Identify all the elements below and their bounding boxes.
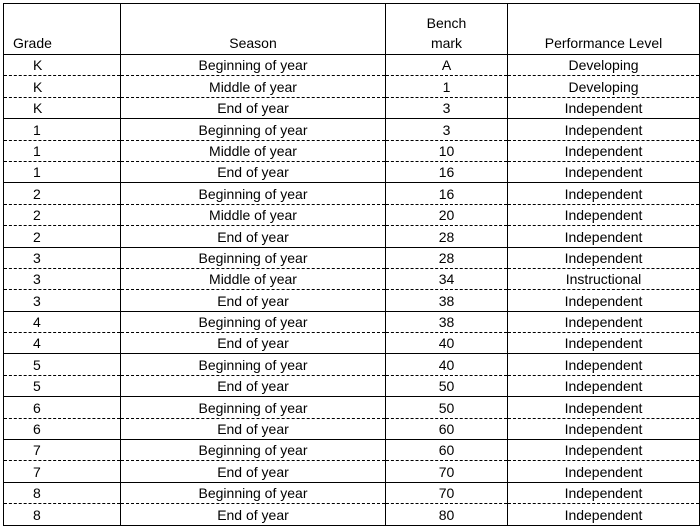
season-cell: Middle of year — [121, 76, 386, 97]
table-row — [4, 268, 700, 289]
season-cell: End of year — [121, 226, 386, 247]
performance-cell: Independent — [508, 97, 700, 118]
table-row — [4, 418, 700, 439]
table-row — [4, 504, 700, 525]
table-row — [4, 482, 700, 503]
season-cell: Beginning of year — [121, 482, 386, 503]
table-body — [4, 55, 700, 526]
benchmark-cell: 40 — [386, 333, 508, 354]
performance-cell: Independent — [508, 440, 700, 461]
benchmark-cell: 70 — [386, 482, 508, 503]
table-row — [4, 333, 700, 354]
season-cell: End of year — [121, 290, 386, 311]
grade-cell: K — [4, 55, 121, 76]
grade-cell: 2 — [4, 183, 121, 204]
season-cell: Middle of year — [121, 268, 386, 289]
grade-cell: 4 — [4, 311, 121, 332]
benchmark-cell: 34 — [386, 268, 508, 289]
table-row — [4, 440, 700, 461]
grade-cell: 6 — [4, 397, 121, 418]
table-row — [4, 55, 700, 76]
grade-cell: 3 — [4, 268, 121, 289]
grade-cell: 3 — [4, 290, 121, 311]
performance-cell: Independent — [508, 461, 700, 482]
header-row — [4, 4, 700, 55]
table-row — [4, 247, 700, 268]
performance-cell: Instructional — [508, 268, 700, 289]
performance-cell: Developing — [508, 76, 700, 97]
grade-cell: 7 — [4, 440, 121, 461]
performance-cell: Independent — [508, 247, 700, 268]
benchmark-cell: 50 — [386, 375, 508, 396]
benchmark-cell: A — [386, 55, 508, 76]
benchmark-cell: 40 — [386, 354, 508, 375]
table-row — [4, 290, 700, 311]
season-cell: Beginning of year — [121, 354, 386, 375]
grade-cell: 2 — [4, 226, 121, 247]
grade-cell: 2 — [4, 204, 121, 225]
table-row — [4, 311, 700, 332]
benchmark-cell: 38 — [386, 290, 508, 311]
season-cell: End of year — [121, 418, 386, 439]
performance-cell: Independent — [508, 397, 700, 418]
benchmark-cell: 10 — [386, 140, 508, 161]
performance-cell: Independent — [508, 204, 700, 225]
grade-cell: 1 — [4, 119, 121, 140]
season-cell: Beginning of year — [121, 183, 386, 204]
benchmark-cell: 38 — [386, 311, 508, 332]
benchmark-header-line1: Bench — [426, 15, 467, 31]
benchmark-header-line2: mark — [430, 35, 463, 51]
benchmark-cell: 3 — [386, 119, 508, 140]
table-row — [4, 161, 700, 182]
season-header: Season — [121, 4, 386, 55]
season-cell: Beginning of year — [121, 247, 386, 268]
benchmark-cell: 28 — [386, 247, 508, 268]
grade-cell: 7 — [4, 461, 121, 482]
performance-cell: Independent — [508, 119, 700, 140]
performance-cell: Independent — [508, 354, 700, 375]
table-row — [4, 354, 700, 375]
benchmark-cell: 28 — [386, 226, 508, 247]
season-cell: Beginning of year — [121, 397, 386, 418]
season-cell: Middle of year — [121, 204, 386, 225]
performance-cell: Independent — [508, 226, 700, 247]
benchmark-header — [386, 4, 508, 55]
performance-cell: Developing — [508, 55, 700, 76]
benchmark-cell: 3 — [386, 97, 508, 118]
grade-header: Grade — [4, 4, 121, 55]
grade-cell: 5 — [4, 375, 121, 396]
benchmark-cell: 70 — [386, 461, 508, 482]
season-cell: End of year — [121, 504, 386, 525]
season-cell: Beginning of year — [121, 311, 386, 332]
season-cell: Beginning of year — [121, 55, 386, 76]
performance-cell: Independent — [508, 311, 700, 332]
table-row — [4, 119, 700, 140]
benchmark-cell: 80 — [386, 504, 508, 525]
table-row — [4, 397, 700, 418]
benchmark-cell: 1 — [386, 76, 508, 97]
benchmark-table — [3, 3, 700, 526]
benchmark-cell: 20 — [386, 204, 508, 225]
benchmark-cell: 16 — [386, 161, 508, 182]
performance-cell: Independent — [508, 375, 700, 396]
table-row — [4, 461, 700, 482]
season-cell: End of year — [121, 333, 386, 354]
performance-cell: Independent — [508, 140, 700, 161]
grade-cell: 8 — [4, 504, 121, 525]
performance-header: Performance Level — [508, 4, 700, 55]
grade-cell: K — [4, 76, 121, 97]
grade-cell: K — [4, 97, 121, 118]
table-row — [4, 375, 700, 396]
grade-cell: 1 — [4, 161, 121, 182]
performance-cell: Independent — [508, 161, 700, 182]
benchmark-cell: 60 — [386, 440, 508, 461]
benchmark-cell: 50 — [386, 397, 508, 418]
table-row — [4, 140, 700, 161]
performance-cell: Independent — [508, 418, 700, 439]
season-cell: End of year — [121, 97, 386, 118]
table-row — [4, 97, 700, 118]
season-cell: End of year — [121, 461, 386, 482]
season-cell: Beginning of year — [121, 119, 386, 140]
table-row — [4, 204, 700, 225]
benchmark-cell: 16 — [386, 183, 508, 204]
performance-cell: Independent — [508, 504, 700, 525]
table-row — [4, 226, 700, 247]
performance-cell: Independent — [508, 290, 700, 311]
season-cell: Middle of year — [121, 140, 386, 161]
season-cell: End of year — [121, 375, 386, 396]
benchmark-cell: 60 — [386, 418, 508, 439]
grade-cell: 1 — [4, 140, 121, 161]
grade-cell: 4 — [4, 333, 121, 354]
grade-cell: 6 — [4, 418, 121, 439]
table-row — [4, 183, 700, 204]
season-cell: End of year — [121, 161, 386, 182]
performance-cell: Independent — [508, 482, 700, 503]
grade-cell: 8 — [4, 482, 121, 503]
season-cell: Beginning of year — [121, 440, 386, 461]
table-row — [4, 76, 700, 97]
performance-cell: Independent — [508, 333, 700, 354]
performance-cell: Independent — [508, 183, 700, 204]
grade-cell: 5 — [4, 354, 121, 375]
grade-cell: 3 — [4, 247, 121, 268]
